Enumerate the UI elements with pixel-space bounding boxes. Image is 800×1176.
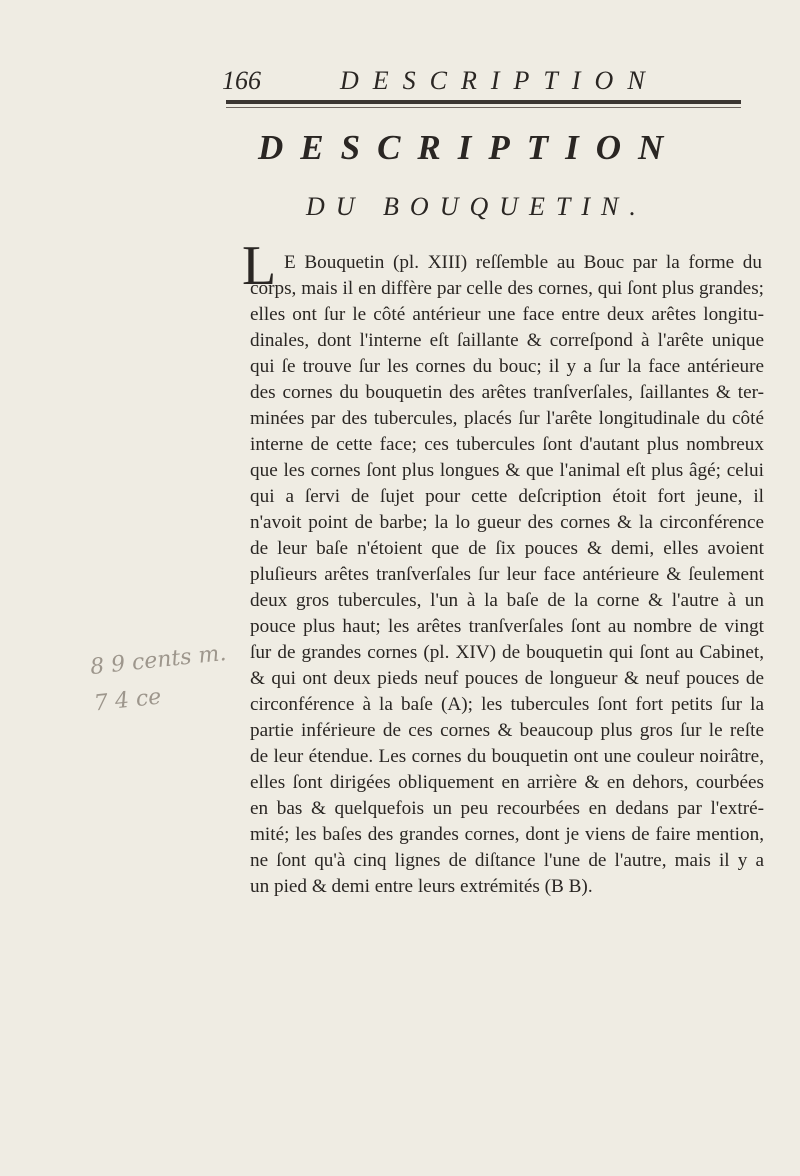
margin-handwriting: 7 4 ce xyxy=(92,684,163,717)
text-line: de leur baſe n'étoient que de ſix pouces & demi, elles avoient xyxy=(250,538,764,559)
text-line: ne ſont qu'à cinq lignes de diſtance l'une de l'autre, mais il y a xyxy=(250,850,764,871)
text-line: deux gros tubercules, l'un à la baſe de la corne & l'autre à un xyxy=(250,590,764,611)
text-line: qui a ſervi de ſujet pour cette deſcription étoit fort jeune, il xyxy=(250,486,764,507)
text-line: elles ſont dirigées obliquement en arrière & en dehors, courbées xyxy=(250,772,764,793)
text-line: en bas & quelquefois un peu recourbées en dedans par l'extré- xyxy=(250,798,764,819)
text-line: interne de cette face; ces tubercules ſont d'autant plus nombreux xyxy=(250,434,764,455)
text-line: circonférence à la baſe (A); les tubercules ſont fort petits ſur la xyxy=(250,694,764,715)
text-line: mité; les baſes des grandes cornes, dont je viens de faire mention, xyxy=(250,824,764,845)
running-head xyxy=(222,66,742,100)
text-line: dinales, dont l'interne eſt ſaillante & correſpond à l'arête unique xyxy=(250,330,764,351)
text-line: que les cornes ſont plus longues & que l'animal eſt plus âgé; celui xyxy=(250,460,764,481)
text-line: E Bouquetin (pl. XIII) reſſemble au Bouc par la forme du xyxy=(284,252,762,273)
text-line: un pied & demi entre leurs extrémités (B B). xyxy=(250,876,593,897)
drop-cap: L xyxy=(242,235,277,297)
text-line: & qui ont deux pieds neuf pouces de longueur & neuf pouces de xyxy=(250,668,764,689)
text-line: qui ſe trouve ſur les cornes du bouc; il y a ſur la face antérieure xyxy=(250,356,764,377)
text-line: ſur de grandes cornes (pl. XIV) de bouquetin qui ſont au Cabinet, xyxy=(250,642,764,663)
header-rule-thick xyxy=(226,100,741,104)
text-line: des cornes du bouquetin des arêtes tranſverſales, ſaillantes & ter- xyxy=(250,382,764,403)
text-line: pluſieurs arêtes tranſverſales ſur leur face antérieure & ſeulement xyxy=(250,564,764,585)
text-line: elles ont ſur le côté antérieur une face entre deux arêtes longitu- xyxy=(250,304,764,325)
chapter-title: DESCRIPTION xyxy=(258,128,681,167)
text-line: partie inférieure de ces cornes & beaucoup plus gros ſur le reſte xyxy=(250,720,764,741)
chapter-subtitle: DU BOUQUETIN. xyxy=(306,192,647,221)
text-line: corps, mais il en diffère par celle des cornes, qui ſont plus grandes; xyxy=(250,278,764,299)
running-title: DESCRIPTION xyxy=(340,66,659,95)
text-line: pouce plus haut; les arêtes tranſverſales ſont au nombre de vingt xyxy=(250,616,764,637)
page-number: 166 xyxy=(222,66,261,95)
margin-handwriting: 8 9 cents m. xyxy=(89,640,228,681)
header-rule-thin xyxy=(226,107,741,108)
text-line: minées par des tubercules, placés ſur l'arête longitudinale du côté xyxy=(250,408,764,429)
text-line: n'avoit point de barbe; la lo gueur des cornes & la circonférence xyxy=(250,512,764,533)
text-line: de leur étendue. Les cornes du bouquetin ont une couleur noirâtre, xyxy=(250,746,764,767)
